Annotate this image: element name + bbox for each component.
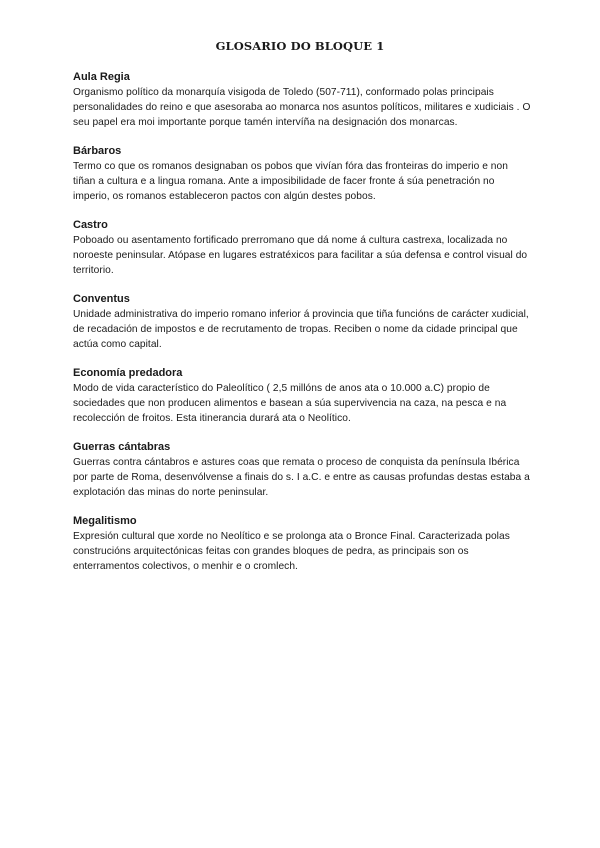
glossary-definition: Expresión cultural que xorde no Neolítico e se prolonga ata o Bronce Final. Caracterizada polas construcións arquitectónicas feitas con grandes bloques de pedra, as principais son os enterramentos colectivos, o menhir e o cromlech.: [73, 531, 510, 572]
glossary-entry-castro: [73, 218, 533, 278]
glossary-definition: Modo de vida característico do Paleolítico ( 2,5 millóns de anos ata o 10.000 a.C) propio de sociedades que non producen alimentos e basean a súa supervivencia na caza, na pesca e na recolección de froitos. Esta itinerancia durará ata o Neolítico.: [73, 383, 507, 424]
glossary-definition: Guerras contra cántabros e astures coas que remata o proceso de conquista da península Ibérica por parte de Roma, desenvólvense a finais do s. I a.C. e entre as causas profundas destas estaba a explotación das minas do norte peninsular.: [73, 457, 530, 498]
glossary-term: Guerras cántabras: [73, 441, 171, 453]
glossary-entry-conventus: [73, 292, 533, 352]
page-title: GLOSARIO DO BLOQUE 1: [215, 39, 385, 53]
glossary-list: [73, 70, 533, 588]
glossary-term: Bárbaros: [73, 145, 122, 157]
glossary-term: Conventus: [73, 293, 130, 305]
glossary-entry-barbaros: [73, 144, 533, 204]
glossary-definition: Termo co que os romanos designaban os pobos que vivían fóra das fronteiras do imperio e non tiñan a cultura e a lingua romana. Ante a imposibilidade de facer fronte á súa penetración no imperio, os romanos estableceron pactos con algún destes pobos.: [73, 161, 508, 202]
glossary-entry-economia-predadora: [73, 366, 533, 426]
glossary-entry-guerras-cantabras: [73, 440, 533, 500]
glossary-term: Economía predadora: [73, 367, 183, 379]
glossary-definition: Unidade administrativa do imperio romano inferior á provincia que tiña funcións de carácter xudicial, de recadación de impostos e de recrutamento de tropas. Reciben o nome da cidade principal que actúa como capital.: [73, 309, 529, 350]
glossary-entry-megalitismo: [73, 514, 533, 574]
glossary-term: Megalitismo: [73, 515, 137, 527]
glossary-term: Aula Regia: [73, 71, 130, 83]
glossary-definition: Organismo político da monarquía visigoda de Toledo (507-711), conformado polas principais personalidades do reino e que asesoraba ao monarca nos asuntos políticos, militares e xudiciais . O seu papel era moi importante porque tamén intervíña na designación dos monarcas.: [73, 87, 531, 128]
glossary-entry-aula-regia: [73, 70, 533, 130]
glossary-term: Castro: [73, 219, 108, 231]
glossary-definition: Poboado ou asentamento fortificado prerromano que dá nome á cultura castrexa, localizada no noroeste peninsular. Atópase en lugares estratéxicos para facilitar a súa defensa e control visual do territorio.: [73, 235, 528, 276]
